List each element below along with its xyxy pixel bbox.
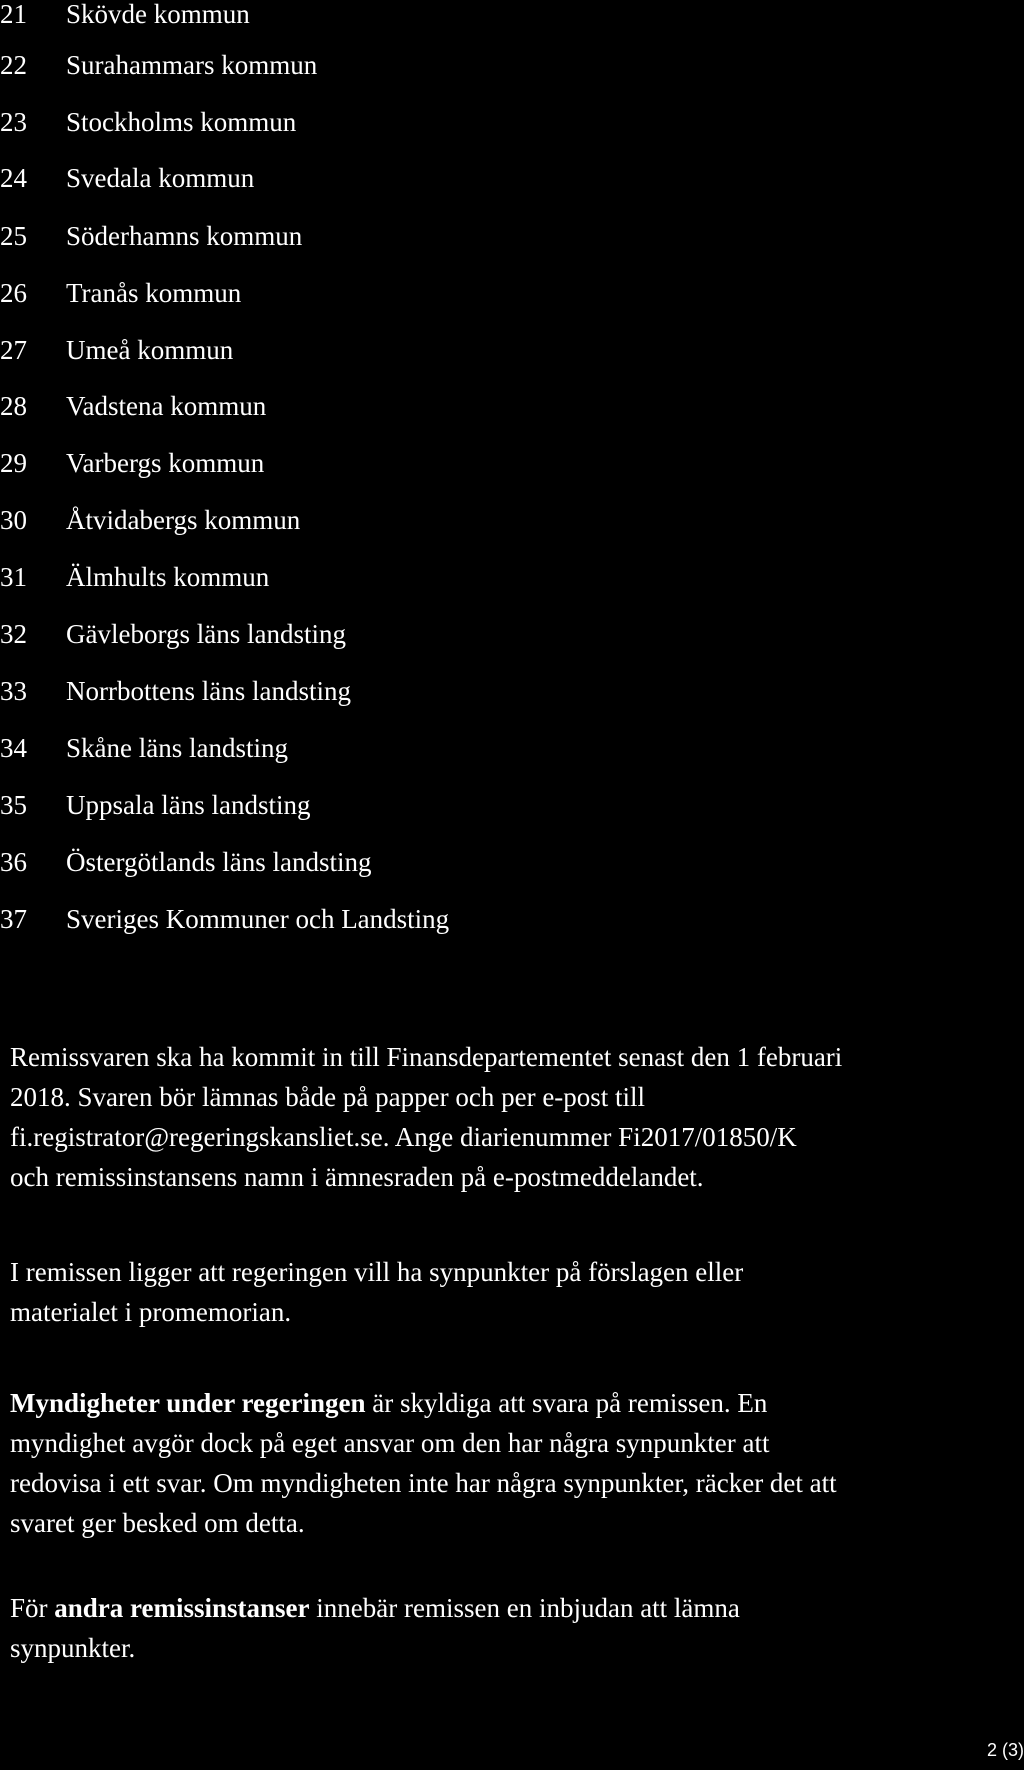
item-number: 31 — [0, 561, 27, 592]
item-name: Vadstena kommun — [66, 390, 267, 421]
paragraph-line — [10, 1588, 1020, 1628]
emphasis-text: andra remissinstanser — [54, 1593, 310, 1623]
authorities-paragraph — [10, 1383, 1020, 1543]
paragraph-text: innebär remissen en inbjudan att lämna — [309, 1593, 740, 1623]
page-number: 2 (3) — [986, 1740, 1024, 1760]
item-number: 21 — [0, 0, 27, 29]
paragraph-line: myndighet avgör dock på eget ansvar om den har några synpunkter att — [10, 1428, 770, 1458]
item-name: Tranås kommun — [66, 277, 242, 308]
item-name: Uppsala läns landsting — [66, 789, 311, 820]
item-name: Svedala kommun — [66, 162, 255, 193]
item-number: 28 — [0, 390, 27, 421]
paragraph-line: och remissinstansens namn i ämnesraden på e-postmeddelandet. — [10, 1162, 704, 1192]
item-number: 34 — [0, 732, 27, 763]
item-name: Söderhamns kommun — [66, 220, 303, 251]
item-number: 23 — [0, 106, 27, 137]
paragraph-line: redovisa i ett svar. Om myndigheten inte har några synpunkter, räcker det att — [10, 1468, 837, 1498]
item-number: 32 — [0, 618, 27, 649]
paragraph-line — [10, 1383, 1020, 1423]
paragraph-line: fi.registrator@regeringskansliet.se. Ange diarienummer Fi2017/01850/K — [10, 1122, 797, 1152]
item-name: Stockholms kommun — [66, 106, 297, 137]
paragraph-line: 2018. Svaren bör lämnas både på papper och per e-post till — [10, 1082, 646, 1112]
item-number: 35 — [0, 789, 27, 820]
paragraph-line: synpunkter. — [10, 1633, 136, 1663]
deadline-paragraph — [10, 1037, 1020, 1197]
item-number: 27 — [0, 334, 27, 365]
item-name: Umeå kommun — [66, 334, 234, 365]
item-name: Norrbottens läns landsting — [66, 675, 351, 706]
emphasis-text: Myndigheter under regeringen — [10, 1388, 366, 1418]
item-number: 37 — [0, 903, 27, 934]
item-name: Älmhults kommun — [66, 561, 270, 592]
item-number: 22 — [0, 49, 27, 80]
paragraph-line: svaret ger besked om detta. — [10, 1508, 305, 1538]
paragraph-line: Remissvaren ska ha kommit in till Finansdepartementet senast den 1 februari — [10, 1042, 843, 1072]
paragraph-text: är skyldiga att svara på remissen. En — [365, 1388, 768, 1418]
item-name: Östergötlands läns landsting — [66, 846, 372, 877]
item-number: 33 — [0, 675, 27, 706]
item-name: Skåne läns landsting — [66, 732, 288, 763]
paragraph-text: För — [10, 1593, 55, 1623]
item-number: 26 — [0, 277, 27, 308]
paragraph-line: materialet i promemorian. — [10, 1297, 292, 1327]
item-name: Surahammars kommun — [66, 49, 318, 80]
item-name: Åtvidabergs kommun — [66, 504, 301, 535]
item-number: 24 — [0, 162, 27, 193]
item-name: Sveriges Kommuner och Landsting — [66, 903, 450, 934]
paragraph-line: I remissen ligger att regeringen vill ha synpunkter på förslagen eller — [10, 1257, 744, 1287]
item-number: 25 — [0, 220, 27, 251]
item-number: 29 — [0, 447, 27, 478]
item-number: 30 — [0, 504, 27, 535]
item-name: Skövde kommun — [66, 0, 250, 29]
other-instances-paragraph — [10, 1588, 1020, 1668]
item-name: Varbergs kommun — [66, 447, 265, 478]
item-name: Gävleborgs läns landsting — [66, 618, 346, 649]
purpose-paragraph — [10, 1252, 1020, 1332]
item-number: 36 — [0, 846, 27, 877]
